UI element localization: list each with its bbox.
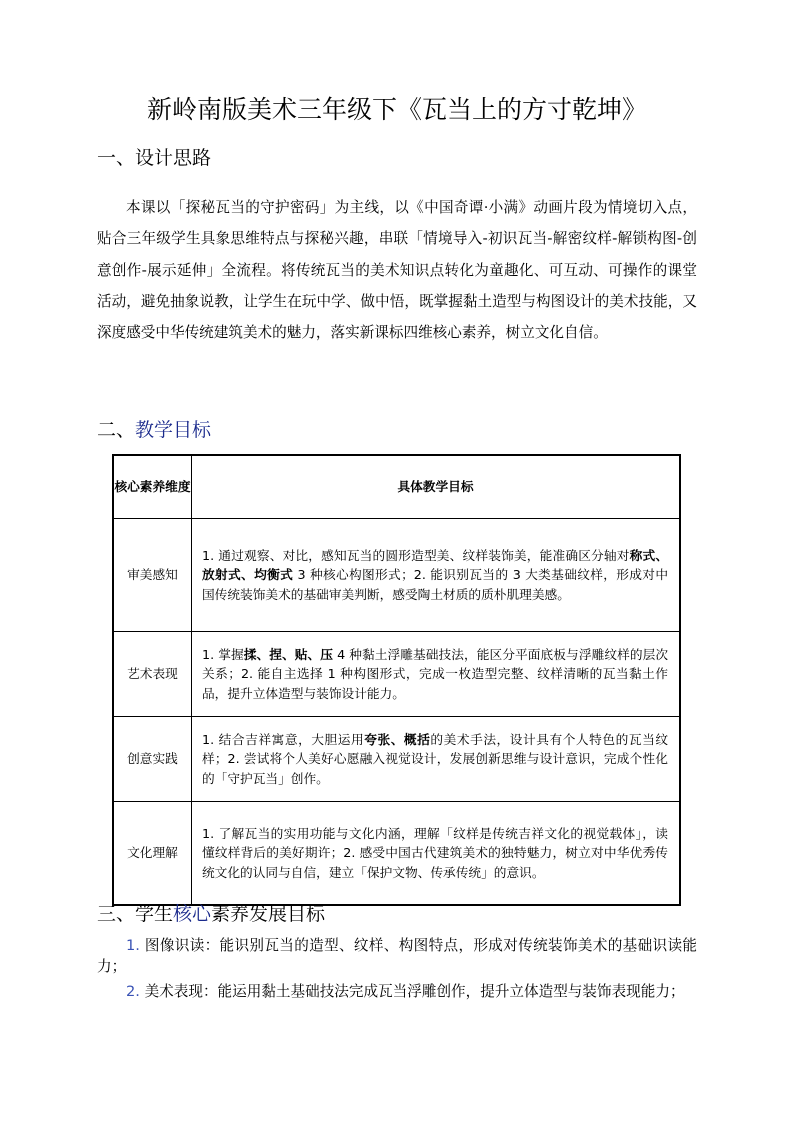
goal-cell bbox=[192, 519, 681, 632]
header-dimension: 核心素养维度 bbox=[113, 455, 192, 519]
goal-text: 1. 结合吉祥寓意，大胆运用 bbox=[202, 731, 365, 747]
list-text: 图像识读：能识别瓦当的造型、纹样、构图特点，形成对传统装饰美术的基础识读能力； bbox=[97, 937, 697, 975]
heading-part: 三、学生 bbox=[97, 903, 174, 925]
goal-cell bbox=[192, 717, 681, 802]
heading-text: 教学目标 bbox=[135, 419, 212, 441]
dimension-cell: 文化理解 bbox=[113, 802, 192, 906]
list-item bbox=[97, 981, 697, 1002]
competency-list bbox=[97, 935, 697, 1006]
goal-cell bbox=[192, 632, 681, 717]
table-row bbox=[113, 717, 680, 802]
list-number: 1. bbox=[126, 937, 140, 954]
list-item bbox=[97, 935, 697, 977]
goals-table bbox=[112, 454, 681, 906]
goal-emphasis: 夸张、概括 bbox=[364, 731, 431, 747]
section-heading-design: 一、设计思路 bbox=[97, 147, 212, 169]
section-heading-competency bbox=[97, 900, 325, 928]
list-number: 2. bbox=[126, 983, 140, 1000]
dimension-cell: 艺术表现 bbox=[113, 632, 192, 717]
goal-emphasis: 揉、捏、贴、压 bbox=[243, 646, 333, 662]
header-goal: 具体教学目标 bbox=[192, 455, 681, 519]
goal-text: 的美术手法，设计具有个人特色的瓦当纹样；2. 尝试将个人美好心愿融入视觉设计，发展创新思维与设计意识，完成个性化的「守护瓦当」创作。 bbox=[202, 731, 669, 786]
goal-text: 1. 掌握 bbox=[202, 646, 244, 662]
table-header-row bbox=[113, 455, 680, 519]
goal-text: 4 种黏土浮雕基础技法，能区分平面底板与浮雕纹样的层次关系；2. 能自主选择 1 种构图形式，完成一枚造型完整、纹样清晰的瓦当黏土作品，提升立体造型与装饰设计能力。 bbox=[202, 646, 669, 701]
dimension-cell: 审美感知 bbox=[113, 519, 192, 632]
heading-number: 二、 bbox=[97, 419, 136, 441]
goal-emphasis: 称式、放射式、均衡式 bbox=[202, 547, 669, 583]
table-row bbox=[113, 519, 680, 632]
list-text: 美术表现：能运用黏土基础技法完成瓦当浮雕创作，提升立体造型与装饰表现能力； bbox=[139, 983, 685, 1000]
section-heading-goals bbox=[97, 416, 211, 444]
goal-text: 1. 通过观察、对比，感知瓦当的圆形造型美、纹样装饰美，能准确区分轴对 bbox=[202, 547, 630, 563]
table-row bbox=[113, 632, 680, 717]
dimension-cell: 创意实践 bbox=[113, 717, 192, 802]
goal-text: 3 种核心构图形式；2. 能识别瓦当的 3 大类基础纹样，形成对中国传统装饰美术的基础审美判断，感受陶土材质的质朴肌理美感。 bbox=[202, 567, 669, 602]
goal-text: 1. 了解瓦当的实用功能与文化内涵，理解「纹样是传统吉祥文化的视觉载体」，读懂纹样背后的美好期许；2. 感受中国古代建筑美术的独特魅力，树立对中华优秀传统文化的认同与自信，建立「保护文物、传承传统」的意识。 bbox=[202, 825, 668, 880]
design-paragraph: 本课以「探秘瓦当的守护密码」为主线，以《中国奇谭·小满》动画片段为情境切入点，贴合三年级学生具象思维特点与探秘兴趣，串联「情境导入-初识瓦当-解密纹样-解锁构图-创意创作-展示延伸」全流程。将传统瓦当的美术知识点转化为童趣化、可互动、可操作的课堂活动，避免抽象说教，让学生在玩中学、做中悟，既掌握黏土造型与构图设计的美术技能，又深度感受中华传统建筑美术的魅力，落实新课标四维核心素养，树立文化自信。 bbox=[97, 199, 697, 342]
goal-cell bbox=[192, 802, 681, 906]
heading-part: 核心 bbox=[173, 903, 212, 925]
document-title: 新岭南版美术三年级下《瓦当上的方寸乾坤》 bbox=[146, 95, 647, 124]
heading-part: 素养发展目标 bbox=[211, 903, 326, 925]
table-row bbox=[113, 802, 680, 906]
